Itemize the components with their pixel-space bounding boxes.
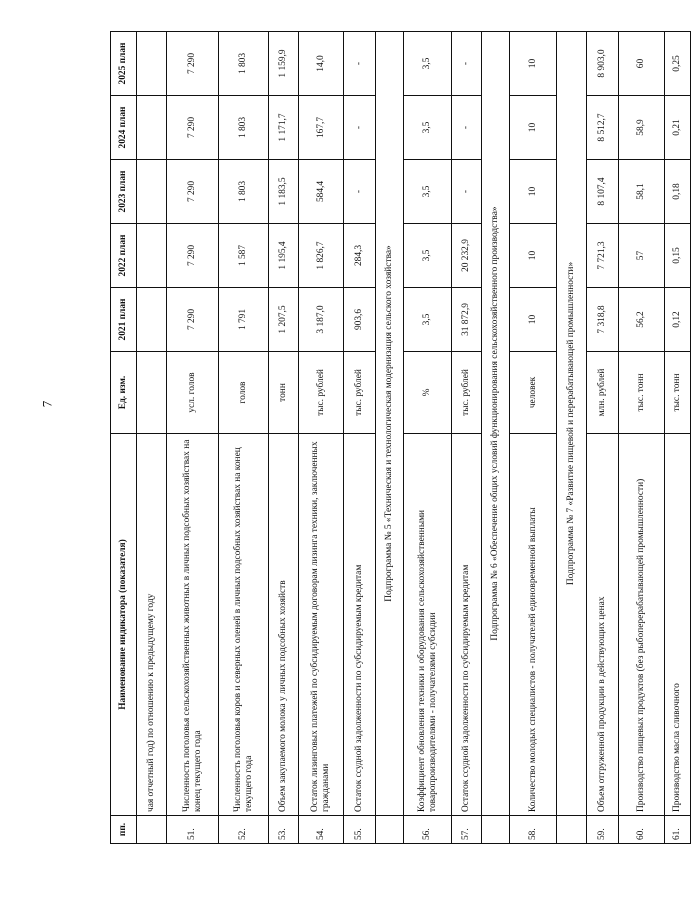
table-row — [619, 32, 665, 844]
value-2024: 1 171,7 — [269, 96, 299, 160]
table-row — [452, 32, 482, 844]
unit: тыс. тонн — [665, 352, 691, 434]
indicator-name: Остаток ссудной задолженности по субсидируемым кредитам — [344, 434, 376, 816]
unit: тыс. тонн — [619, 352, 665, 434]
rotated-table-wrapper — [110, 32, 682, 844]
value-2022: 284,3 — [344, 224, 376, 288]
value-2024: 10 — [510, 96, 557, 160]
table-row — [510, 32, 557, 844]
indicator-name: Количество молодых специалистов - получателей единовременной выплаты — [510, 434, 557, 816]
subprogram-5-title: Подпрограмма № 5 «Техническая и технологическая модернизация сельского хозяйства» — [376, 32, 404, 816]
value-2025: 1 803 — [219, 32, 269, 96]
subprogram-6-spacer — [482, 816, 510, 844]
value-2025: 3,5 — [404, 32, 452, 96]
value-2022: 0,15 — [665, 224, 691, 288]
subprogram-6 — [482, 32, 510, 844]
value-2021: 1 791 — [219, 288, 269, 352]
value-2022: 57 — [619, 224, 665, 288]
value-2024: - — [452, 96, 482, 160]
indicator-name: Объем закупаемого молока у личных подсобных хозяйств — [269, 434, 299, 816]
header-row — [111, 32, 137, 844]
indicator-name: Остаток лизинговых платежей по субсидируемым договорам лизинга техники, заключенных гражданами — [299, 434, 344, 816]
value-2022: 20 232,9 — [452, 224, 482, 288]
header-2025: 2025 план — [111, 32, 137, 96]
continued-num — [137, 816, 167, 844]
value-2022: 10 — [510, 224, 557, 288]
unit: млн. рублей — [587, 352, 619, 434]
subprogram-7-title: Подпрограмма № 7 «Развитие пищевой и перерабатывающей промышленности» — [557, 32, 587, 816]
table-row — [299, 32, 344, 844]
subprogram-5 — [376, 32, 404, 844]
header-2024: 2024 план — [111, 96, 137, 160]
indicator-name: Производство масла сливочного — [665, 434, 691, 816]
row-number: 53. — [269, 816, 299, 844]
value-2024: - — [344, 96, 376, 160]
value-2023: 1 183,5 — [269, 160, 299, 224]
table-row — [665, 32, 691, 844]
value-2024: 58,9 — [619, 96, 665, 160]
value-2023: - — [452, 160, 482, 224]
row-number: 55. — [344, 816, 376, 844]
value-2022: 1 587 — [219, 224, 269, 288]
row-number: 61. — [665, 816, 691, 844]
header-2023: 2023 план — [111, 160, 137, 224]
row-number: 60. — [619, 816, 665, 844]
header-name: Наименование индикатора (показателя) — [111, 434, 137, 816]
row-number: 56. — [404, 816, 452, 844]
value-2021: 1 207,5 — [269, 288, 299, 352]
row-number: 51. — [167, 816, 219, 844]
value-2025: - — [344, 32, 376, 96]
table-row — [219, 32, 269, 844]
table-row — [404, 32, 452, 844]
value-2023: 584,4 — [299, 160, 344, 224]
value-2025: 10 — [510, 32, 557, 96]
value-2023: 1 803 — [219, 160, 269, 224]
row-number: 57. — [452, 816, 482, 844]
subprogram-7-spacer — [557, 816, 587, 844]
value-2022: 3,5 — [404, 224, 452, 288]
subprogram-7 — [557, 32, 587, 844]
header-num: пп. — [111, 816, 137, 844]
subprogram-6-title: Подпрограмма № 6 «Обеспечение общих условий функционирования сельскохозяйственного производства» — [482, 32, 510, 816]
value-2025: 60 — [619, 32, 665, 96]
unit: тыс. рублей — [299, 352, 344, 434]
continued-text: чая отчетный год) по отношению к предыдущему году — [137, 434, 167, 816]
header-2021: 2021 план — [111, 288, 137, 352]
row-number: 58. — [510, 816, 557, 844]
value-2024: 167,7 — [299, 96, 344, 160]
row-number: 52. — [219, 816, 269, 844]
value-2024: 7 290 — [167, 96, 219, 160]
value-2023: 58,1 — [619, 160, 665, 224]
indicator-name: Производство пищевых продуктов (без рыбоперерабатывающей промышленности) — [619, 434, 665, 816]
table-row — [587, 32, 619, 844]
indicator-name: Объем отгруженной продукции в действующих ценах — [587, 434, 619, 816]
indicator-name: Коэффициент обновления техники и оборудования сельскохозяйственными товаропроизводителями - получателями субсидии — [404, 434, 452, 816]
value-2023: 8 107,4 — [587, 160, 619, 224]
row-number: 59. — [587, 816, 619, 844]
value-2025: 8 903,0 — [587, 32, 619, 96]
indicator-name: Численность поголовья коров и северных оленей в личных подсобных хозяйствах на конец текущего года — [219, 434, 269, 816]
value-2021: 7 318,8 — [587, 288, 619, 352]
value-2023: 10 — [510, 160, 557, 224]
value-2024: 1 803 — [219, 96, 269, 160]
unit: человек — [510, 352, 557, 434]
value-2024: 0,21 — [665, 96, 691, 160]
indicator-name: Численность поголовья сельскохозяйственных животных в личных подсобных хозяйствах на конец текущего года — [167, 434, 219, 816]
indicators-table — [110, 31, 691, 844]
unit: тонн — [269, 352, 299, 434]
value-2023: - — [344, 160, 376, 224]
value-2024: 3,5 — [404, 96, 452, 160]
value-2022: 7 290 — [167, 224, 219, 288]
value-2025: 14,0 — [299, 32, 344, 96]
value-2021: 7 290 — [167, 288, 219, 352]
unit: % — [404, 352, 452, 434]
indicator-name: Остаток ссудной задолженности по субсидируемым кредитам — [452, 434, 482, 816]
unit: усл. голов — [167, 352, 219, 434]
value-2024: 8 512,7 — [587, 96, 619, 160]
value-2022: 1 826,7 — [299, 224, 344, 288]
continued-row — [137, 32, 167, 844]
unit: голов — [219, 352, 269, 434]
value-2022: 7 721,3 — [587, 224, 619, 288]
value-2023: 7 290 — [167, 160, 219, 224]
value-2021: 0,12 — [665, 288, 691, 352]
row-number: 54. — [299, 816, 344, 844]
unit: тыс. рублей — [452, 352, 482, 434]
table-row — [167, 32, 219, 844]
page-number: 7 — [39, 400, 55, 408]
value-2023: 0,18 — [665, 160, 691, 224]
value-2021: 3 187,0 — [299, 288, 344, 352]
value-2022: 1 195,4 — [269, 224, 299, 288]
value-2025: 0,25 — [665, 32, 691, 96]
value-2021: 903,6 — [344, 288, 376, 352]
table-row — [344, 32, 376, 844]
table-row — [269, 32, 299, 844]
value-2025: - — [452, 32, 482, 96]
header-unit: Ед. изм. — [111, 352, 137, 434]
value-2023: 3,5 — [404, 160, 452, 224]
header-2022: 2022 план — [111, 224, 137, 288]
value-2021: 56,2 — [619, 288, 665, 352]
value-2021: 3,5 — [404, 288, 452, 352]
value-2025: 7 290 — [167, 32, 219, 96]
value-2021: 31 872,9 — [452, 288, 482, 352]
subprogram-5-spacer — [376, 816, 404, 844]
value-2025: 1 159,9 — [269, 32, 299, 96]
unit: тыс. рублей — [344, 352, 376, 434]
value-2021: 10 — [510, 288, 557, 352]
